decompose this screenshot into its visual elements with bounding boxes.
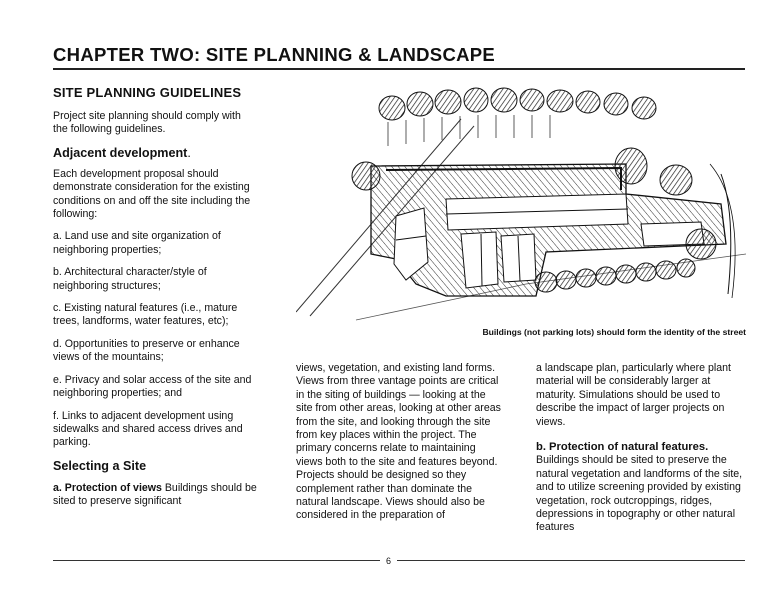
list-item: f. Links to adjacent development using sidewalks and shared access drives and parking. xyxy=(53,409,243,449)
bottom-rule xyxy=(53,560,745,561)
left-column xyxy=(53,110,263,509)
top-rule xyxy=(53,68,745,70)
right-column xyxy=(536,362,744,535)
landscape-plan-paragraph: a landscape plan, particularly where plant material will be considerably larger at maturity. Simulations should be used to describe the impact of larger projects on views. xyxy=(536,362,731,428)
list-item: d. Opportunities to preserve or enhance views of the mountains; xyxy=(53,337,240,364)
views-paragraph: views, vegetation, and existing land forms. Views from three vantage points are critical in the siting of buildings — looking at the site from other areas, looking at other areas from the site, and looking through the site from key places within the project. The primary concerns relate to maintaining views both to the site and features beyond. Projects should be designed so they complement rather than dominate the natural landscape. Views should also be considered in the preparation of xyxy=(296,362,501,522)
section-heading: SITE PLANNING GUIDELINES xyxy=(53,85,242,100)
list-item: e. Privacy and solar access of the site and neighboring properties; and xyxy=(53,373,252,400)
protection-natural-features-paragraph: b. Protection of natural features. Buildings should be sited to preserve the natural vegetation and landforms of the site, and to utilize screening provided by existing vegetation, rock outcroppings, ridges, depressions in topography or other natural features xyxy=(536,441,743,534)
selecting-site-heading: Selecting a Site xyxy=(53,458,147,473)
middle-column xyxy=(296,362,504,523)
site-plan-illustration xyxy=(296,84,746,324)
intro-paragraph: Project site planning should comply with the following guidelines. xyxy=(53,110,241,136)
list-item: c. Existing natural features (i.e., mature trees, landforms, water features, etc); xyxy=(53,302,238,328)
list-item: b. Architectural character/style of neighboring structures; xyxy=(53,266,207,292)
adjacent-development-heading: Adjacent development. xyxy=(53,145,191,160)
page-number: 6 xyxy=(380,556,397,566)
chapter-title: CHAPTER TWO: SITE PLANNING & LANDSCAPE xyxy=(53,44,496,65)
list-item: a. Land use and site organization of neighboring properties; xyxy=(53,230,221,256)
site-plan-drawing xyxy=(296,84,746,324)
adjacent-development-body: Each development proposal should demonstrate consideration for the existing conditions on and off the site including the following: xyxy=(53,167,251,221)
protection-of-views-paragraph: a. Protection of views Buildings should be sited to preserve significant xyxy=(53,481,257,508)
figure-caption: Buildings (not parking lots) should form the identity of the street xyxy=(482,327,746,337)
